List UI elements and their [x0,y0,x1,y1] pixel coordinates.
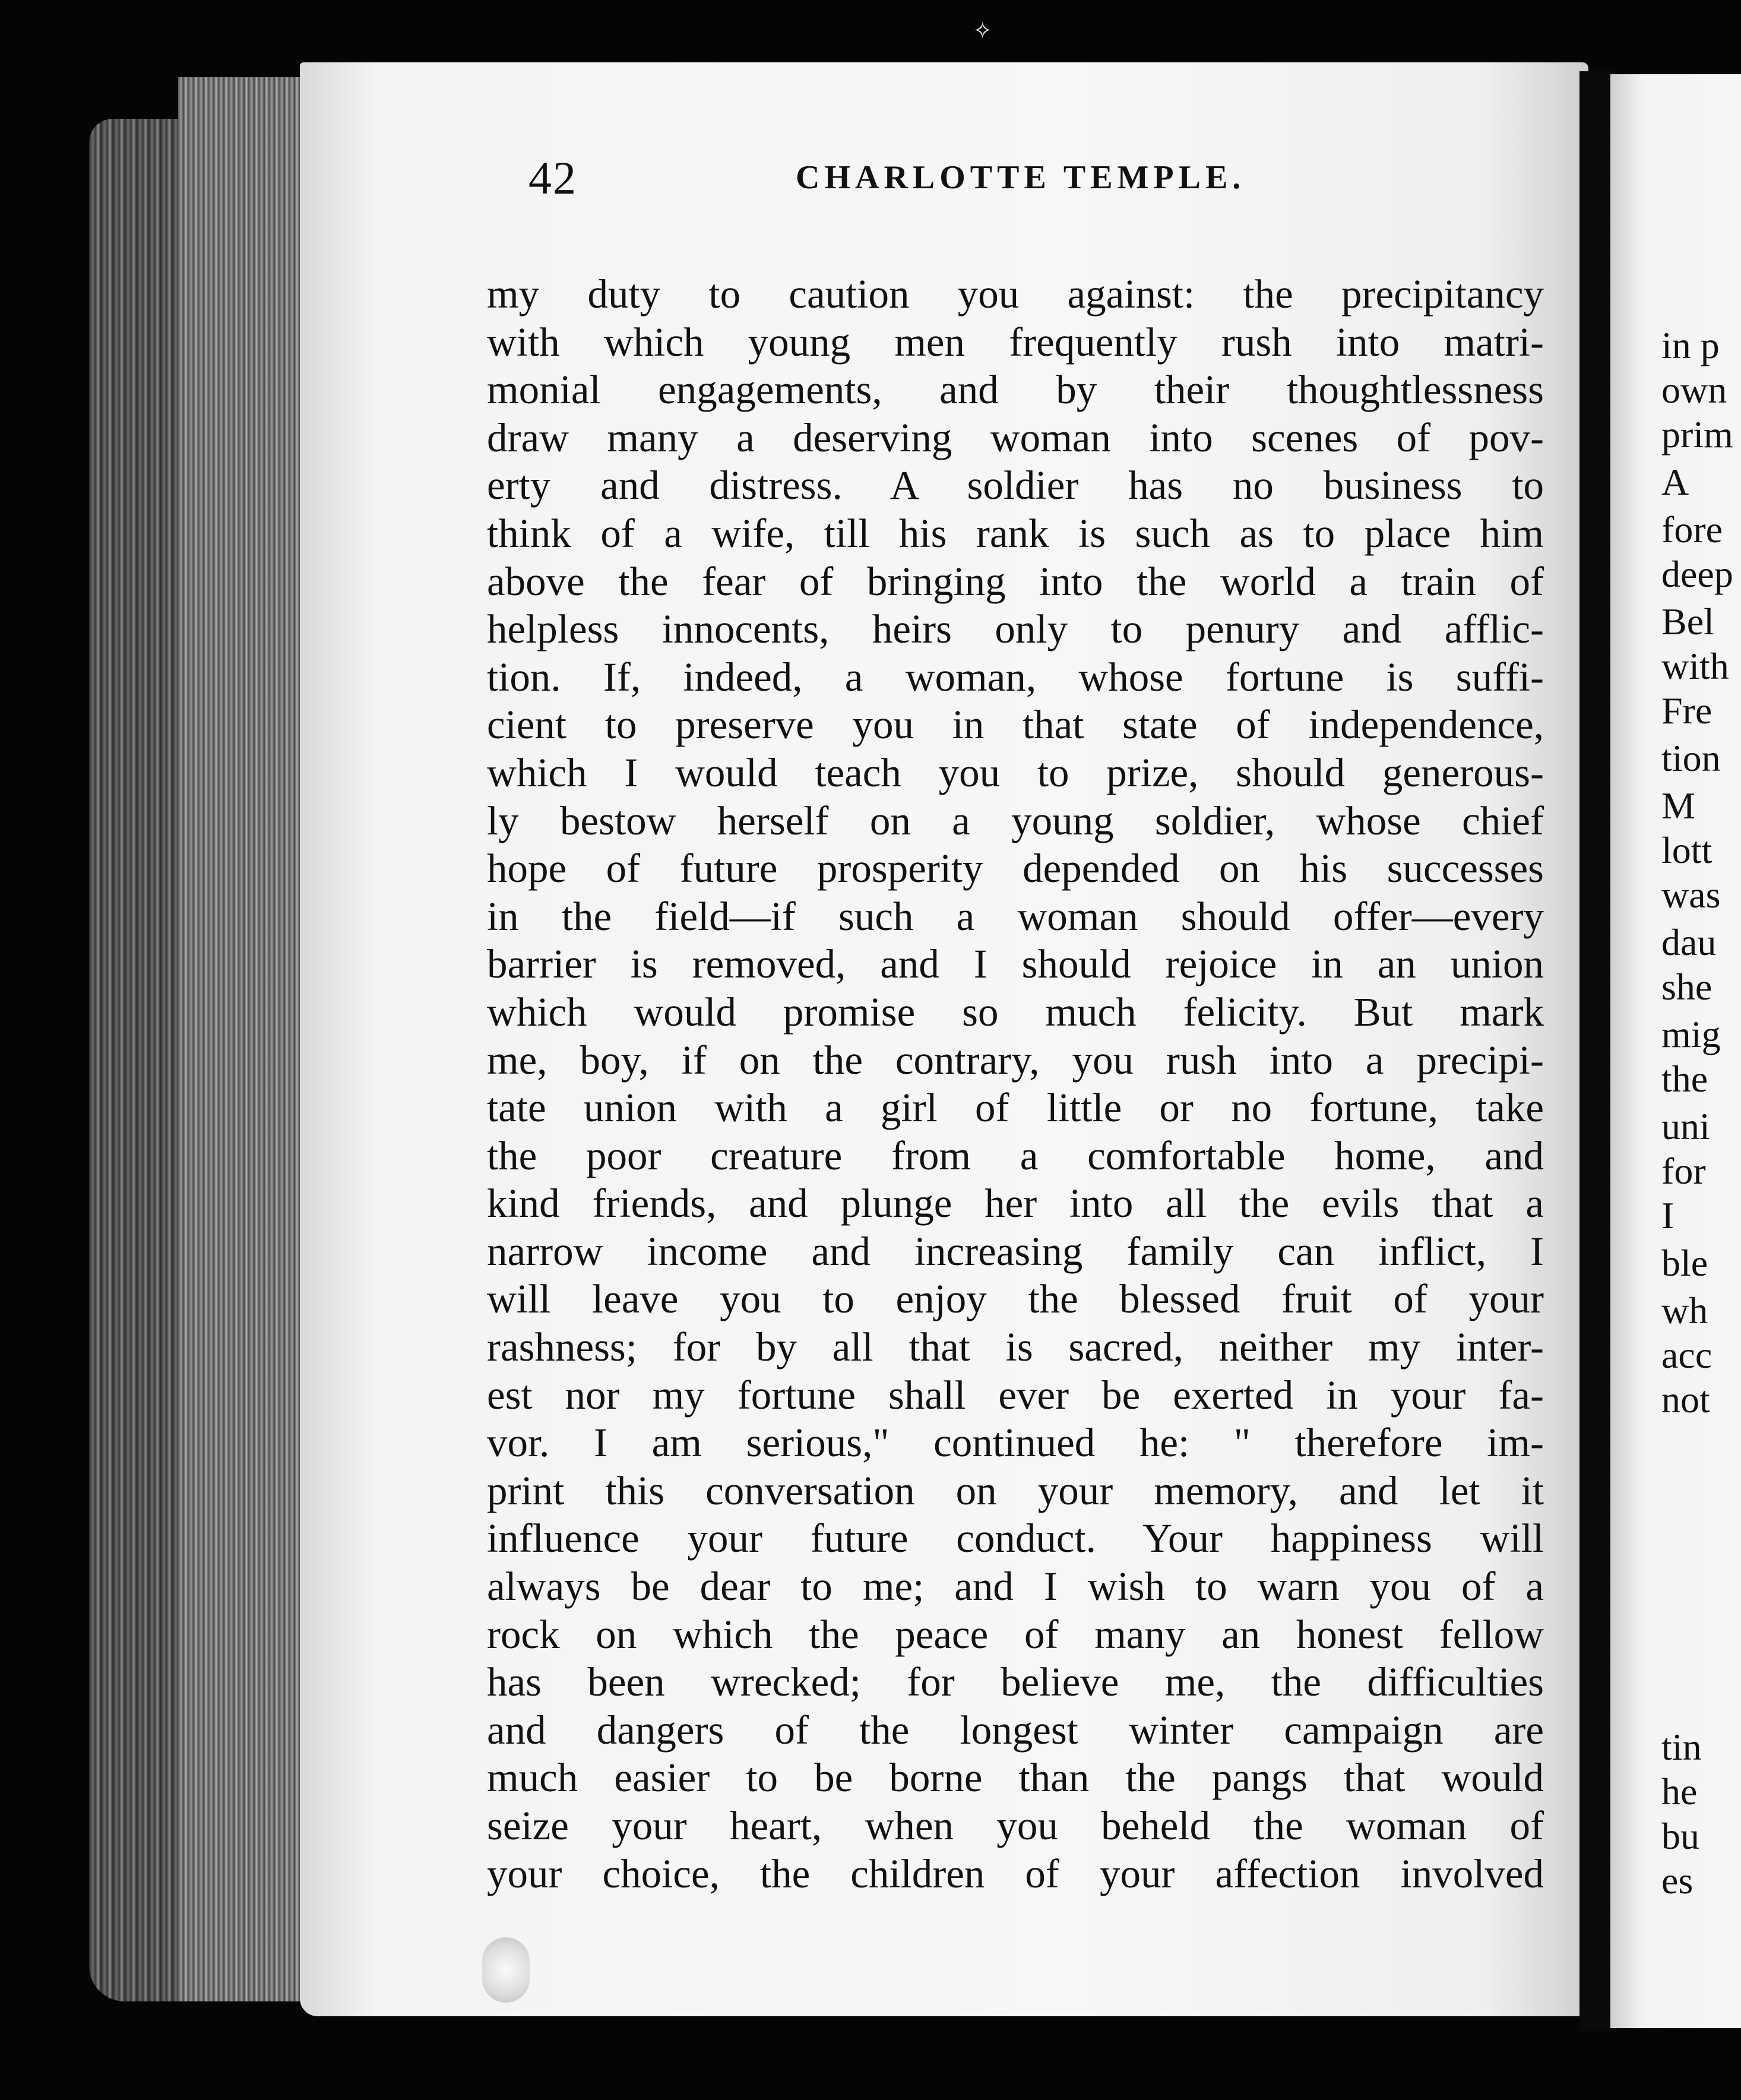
text-line: hope of future prosperity depended on his successes [487,846,1544,891]
library-stamp-icon [482,1937,530,2003]
page-header [528,151,1300,205]
text-fragment: the [1661,1058,1708,1100]
page-block-edges-inner [178,77,309,2001]
text-line: my duty to caution you against: the precipitancy [487,271,1544,317]
text-fragment: for [1661,1150,1706,1192]
text-fragment: own [1661,369,1727,411]
text-line: the poor creature from a comfortable home, and [487,1133,1544,1178]
text-fragment: with [1661,645,1729,687]
text-line: with which young men frequently rush into matri- [487,319,1544,365]
text-line: always be dear to me; and I wish to warn you of a [487,1564,1544,1609]
text-line: much easier to be borne than the pangs that would [487,1755,1544,1801]
text-line: vor. I am serious," continued he: " therefore im- [487,1420,1544,1466]
text-line: draw many a deserving woman into scenes of pov- [487,415,1544,460]
text-line: me, boy, if on the contrary, you rush into a precipi- [487,1037,1544,1083]
text-line: tion. If, indeed, a woman, whose fortune is suffi- [487,654,1544,700]
text-fragment: tin [1661,1726,1702,1768]
page-number: 42 [528,152,577,204]
text-fragment: deep [1661,553,1733,595]
text-fragment: M [1661,785,1695,827]
text-fragment: es [1661,1859,1693,1902]
text-line: will leave you to enjoy the blessed fruit of your [487,1276,1544,1322]
text-fragment: Bel [1661,600,1714,643]
scan-mark-icon: ✧ [973,17,993,44]
text-fragment: tion [1661,737,1721,779]
text-line: ly bestow herself on a young soldier, whose chief [487,798,1544,843]
text-line: above the fear of bringing into the world a train of [487,558,1544,604]
text-fragment: in p [1661,324,1720,366]
text-line: erty and distress. A soldier has no business to [487,463,1544,508]
text-fragment: wh [1661,1289,1708,1332]
text-fragment: dau [1661,921,1717,963]
text-line: narrow income and increasing family can inflict, I [487,1228,1544,1274]
text-fragment: he [1661,1770,1698,1813]
text-line: barrier is removed, and I should rejoice in an union [487,941,1544,987]
text-line: rashness; for by all that is sacred, neither my inter- [487,1324,1544,1370]
text-fragment: ble [1661,1242,1708,1284]
text-line: kind friends, and plunge her into all the evils that a [487,1181,1544,1226]
text-fragment: was [1661,874,1721,916]
text-line: influence your future conduct. Your happiness will [487,1516,1544,1561]
text-line: think of a wife, till his rank is such as to place him [487,510,1544,556]
text-line: tate union with a girl of little or no fortune, take [487,1085,1544,1131]
text-line: your choice, the children of your affection involved [487,1851,1544,1896]
text-line: has been wrecked; for believe me, the difficulties [487,1659,1544,1705]
text-fragment: not [1661,1378,1710,1421]
text-line: rock on which the peace of many an honest fellow [487,1611,1544,1657]
text-fragment: bu [1661,1815,1699,1857]
running-title: CHARLOTTE TEMPLE. [796,159,1246,196]
left-page-body-text [487,270,1544,1897]
text-fragment: I [1661,1194,1674,1236]
text-line: in the field—if such a woman should offer—every [487,893,1544,939]
text-line: which would promise so much felicity. But mark [487,989,1544,1035]
text-fragment: A [1661,461,1689,503]
text-line: and dangers of the longest winter campaign are [487,1707,1544,1753]
text-fragment: lott [1661,829,1712,871]
text-fragment: fore [1661,508,1723,551]
text-fragment: uni [1661,1105,1710,1147]
text-fragment: acc [1661,1334,1712,1376]
text-line: helpless innocents, heirs only to penury and afflic- [487,606,1544,652]
text-line: monial engagements, and by their thoughtlessness [487,367,1544,413]
text-line: est nor my fortune shall ever be exerted in your fa- [487,1372,1544,1418]
text-line: which I would teach you to prize, should generous- [487,749,1544,795]
text-line: cient to preserve you in that state of independence, [487,702,1544,748]
book-gutter [1579,71,1615,2031]
text-fragment: she [1661,966,1712,1008]
text-fragment: prim [1661,413,1733,456]
text-fragment: Fre [1661,690,1712,732]
text-line: print this conversation on your memory, and let it [487,1468,1544,1513]
text-fragment: mig [1661,1013,1721,1055]
text-line: seize your heart, when you beheld the woman of [487,1803,1544,1848]
